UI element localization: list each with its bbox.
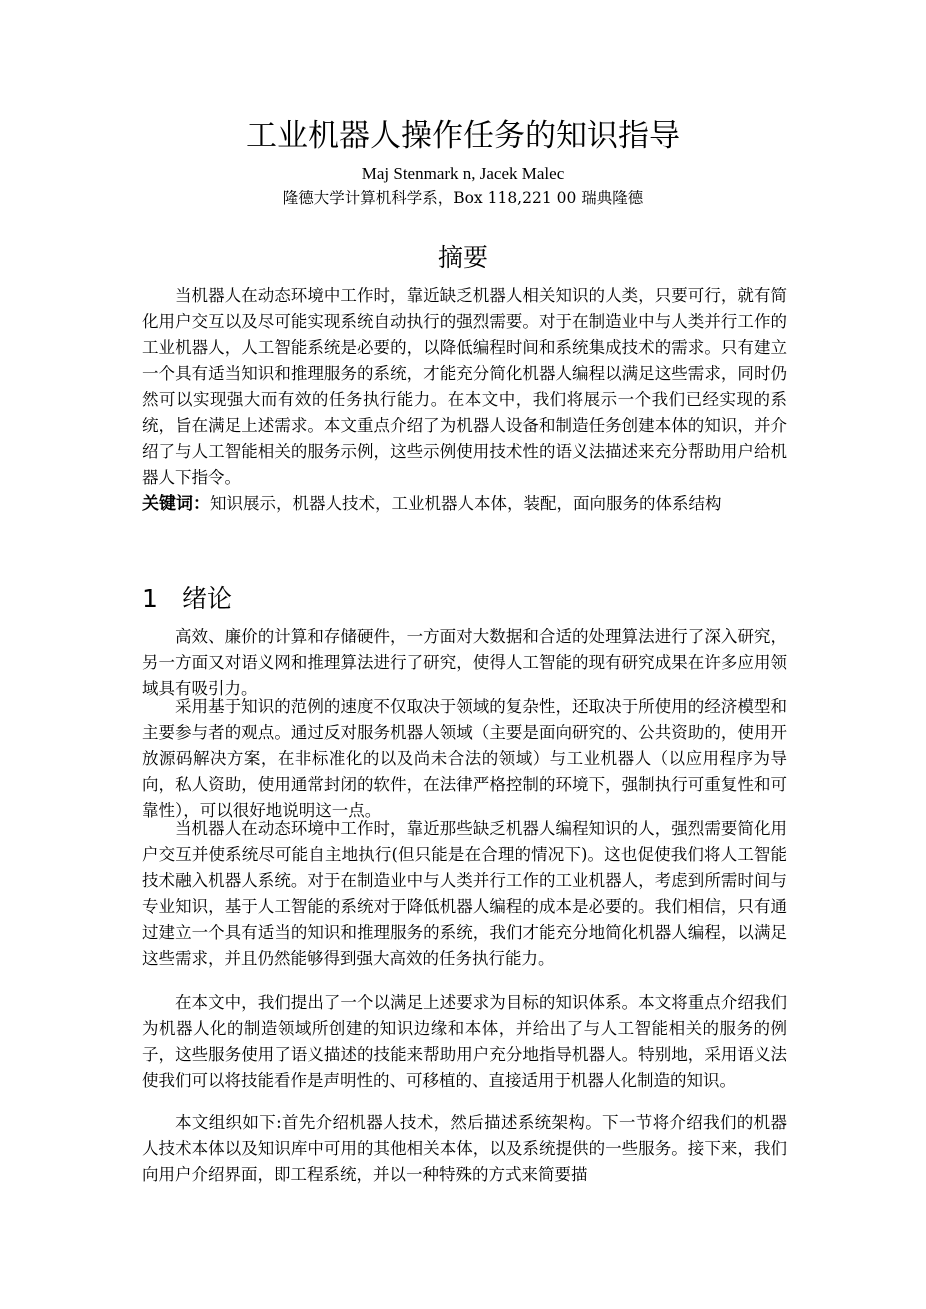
paper-title: 工业机器人操作任务的知识指导: [246, 118, 680, 154]
abstract-body: 当机器人在动态环境中工作时，靠近缺乏机器人相关知识的人类，只要可行，就有简化用户交互以及尽可能实现系统自动执行的强烈需要。对于在制造业中与人类并行工作的工业机器人，人工智能系统是必要的，以降低编程时间和系统集成技术的需求。只有建立一个具有适当知识和推理服务的系统，才能充分简化机器人编程以满足这些需求，同时仍然可以实现强大而有效的任务执行能力。在本文中，我们将展示一个我们已经实现的系统，旨在满足上述需求。本文重点介绍了为机器人设备和制造任务创建本体的知识，并介绍了与人工智能相关的服务示例，这些示例使用技术性的语义法描述来充分帮助用户给机器人下指令。: [142, 286, 787, 487]
abstract-heading: 摘要: [437, 243, 488, 272]
section-title: 绪论: [182, 584, 233, 613]
section-heading: [142, 580, 232, 618]
paper-authors: Maj Stenmark n, Jacek Malec: [361, 164, 565, 183]
keywords-label: 关键词：: [142, 494, 210, 514]
keywords-text: 知识展示，机器人技术，工业机器人本体，装配，面向服务的体系结构: [210, 494, 722, 513]
body-paragraph: 采用基于知识的范例的速度不仅取决于领域的复杂性，还取决于所使用的经济模型和主要参与者的观点。通过反对服务机器人领域（主要是面向研究的、公共资助的，使用开放源码解决方案，在非标准化的以及尚未合法的领域）与工业机器人（以应用程序为导向，私人资助，使用通常封闭的软件，在法律严格控制的环境下，强制执行可重复性和可靠性），可以很好地说明这一点。: [142, 697, 787, 820]
paper-affiliation: 隆德大学计算机科学系，Box 118,221 00 瑞典隆德: [282, 189, 644, 207]
body-paragraph: 当机器人在动态环境中工作时，靠近那些缺乏机器人编程知识的人，强烈需要简化用户交互并使系统尽可能自主地执行(但只能是在合理的情况下)。这也促使我们将人工智能技术融入机器人系统。对于在制造业中与人类并行工作的工业机器人，考虑到所需时间与专业知识，基于人工智能的系统对于降低机器人编程的成本是必要的。我们相信，只有通过建立一个具有适当的知识和推理服务的系统，我们才能充分地简化机器人编程，以满足这些需求，并且仍然能够得到强大高效的任务执行能力。: [142, 819, 787, 968]
body-paragraph: 在本文中，我们提出了一个以满足上述要求为目标的知识体系。本文将重点介绍我们为机器人化的制造领域所创建的知识边缘和本体，并给出了与人工智能相关的服务的例子，这些服务使用了语义描述的技能来帮助用户充分地指导机器人。特别地，采用语义法使我们可以将技能看作是声明性的、可移植的、直接适用于机器人化制造的知识。: [142, 993, 787, 1090]
body-paragraph: 高效、廉价的计算和存储硬件，一方面对大数据和合适的处理算法进行了深入研究，另一方面又对语义网和推理算法进行了研究，使得人工智能的现有研究成果在许多应用领域具有吸引力。: [142, 627, 787, 698]
section-number: 1: [142, 584, 158, 613]
body-paragraph: 本文组织如下:首先介绍机器人技术，然后描述系统架构。下一节将介绍我们的机器人技术本体以及知识库中可用的其他相关本体，以及系统提供的一些服务。接下来，我们向用户介绍界面，即工程系统，并以一种特殊的方式来简要描: [142, 1113, 787, 1184]
keywords: [142, 487, 787, 521]
